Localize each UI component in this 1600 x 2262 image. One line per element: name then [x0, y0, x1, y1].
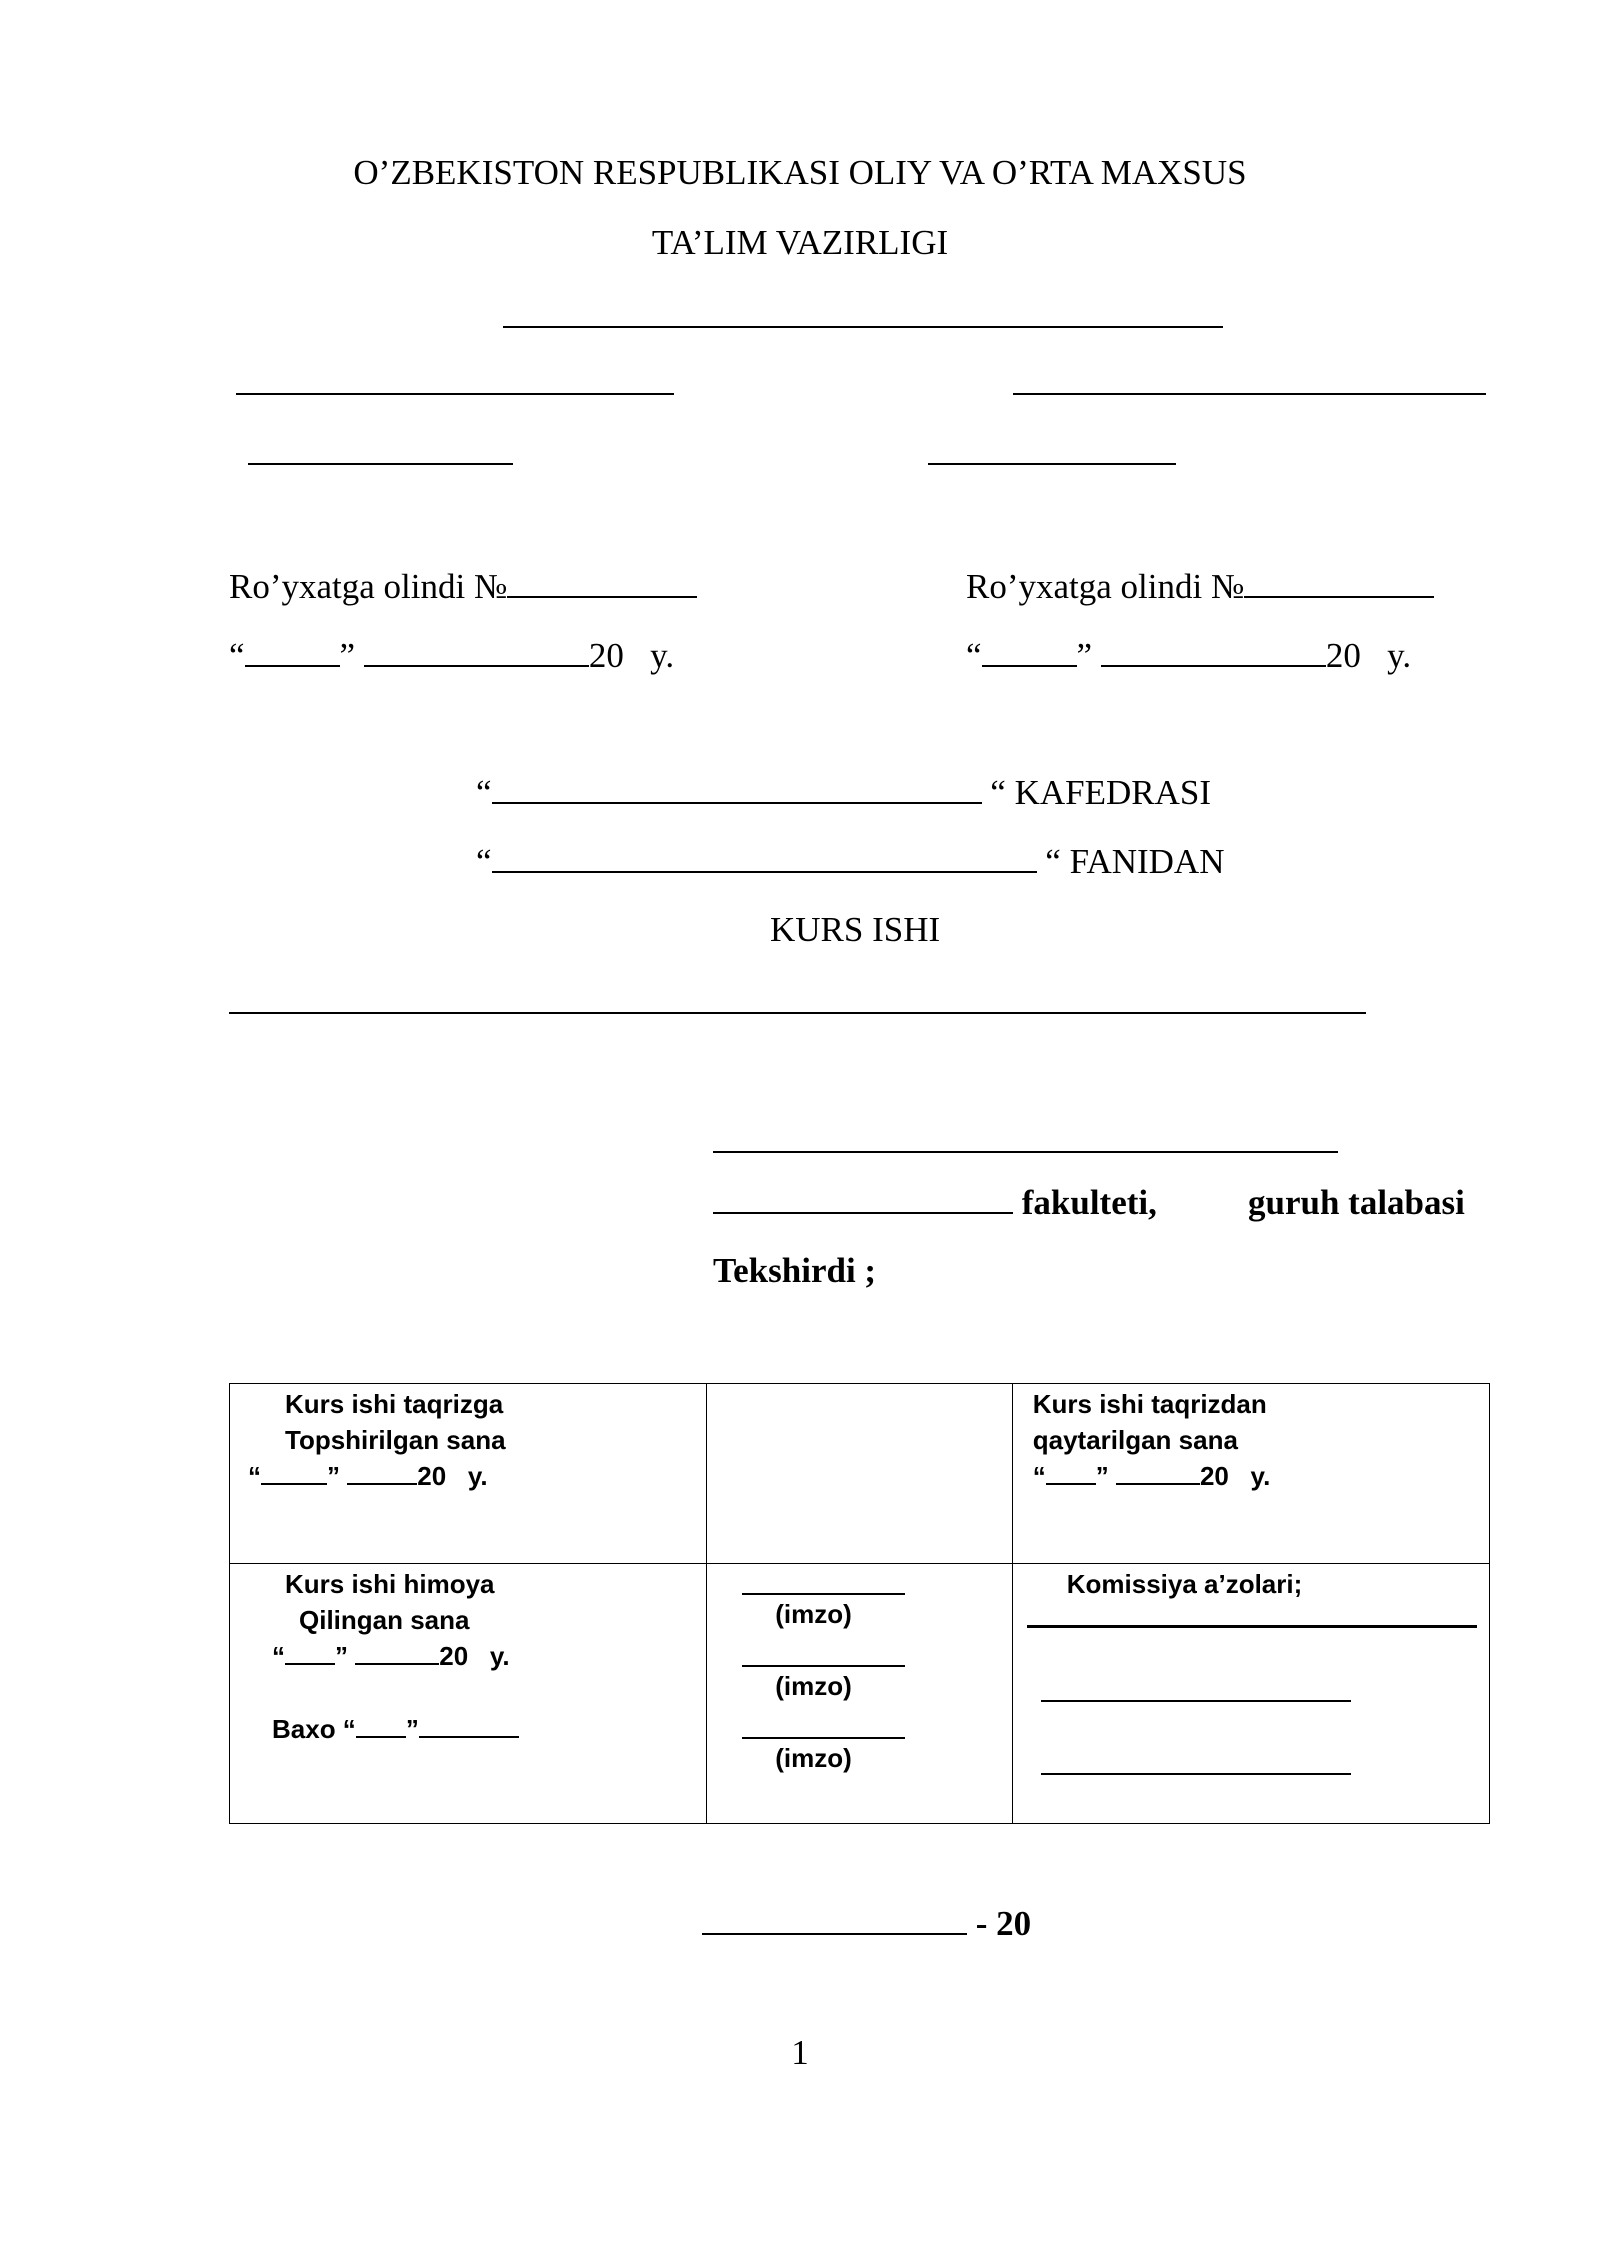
year-label: 20 y.: [1325, 636, 1412, 675]
commission-cell: [1012, 1564, 1489, 1824]
city-blank[interactable]: [702, 1903, 967, 1935]
quote-close: ”: [327, 1461, 340, 1492]
registration-right: [966, 566, 1434, 608]
kurs-ishi-title: KURS ISHI: [770, 910, 941, 949]
approval-right-sub-blank[interactable]: [928, 463, 1176, 465]
returned-line1: Kurs ishi taqrizdan: [1032, 1389, 1267, 1419]
month-blank[interactable]: [1101, 635, 1326, 667]
submitted-cell: [230, 1384, 707, 1564]
registration-left-number-blank[interactable]: [507, 566, 697, 598]
signatures-cell: [707, 1564, 1013, 1824]
quote-close: ”: [339, 636, 356, 675]
registration-right-number-blank[interactable]: [1244, 566, 1434, 598]
signature-label-2: (imzo): [775, 1671, 852, 1701]
commission-label: Komissiya a’zolari;: [1066, 1569, 1303, 1599]
fanidan-label: “ FANIDAN: [1036, 842, 1225, 881]
approval-left-blank[interactable]: [236, 393, 674, 395]
checked-label: Tekshirdi ;: [713, 1251, 877, 1290]
topic-blank[interactable]: [229, 1012, 1366, 1014]
quote-open: “: [1032, 1461, 1046, 1492]
quote-open: “: [272, 1641, 285, 1672]
group-label: guruh talabasi: [1248, 1183, 1465, 1222]
quote-close: ”: [1076, 636, 1093, 675]
fanidan-line: [476, 841, 1224, 883]
student-name-blank[interactable]: [713, 1151, 1338, 1153]
signature-label-1: (imzo): [775, 1599, 852, 1629]
grade-line: [272, 1714, 519, 1745]
page-number: 1: [791, 2033, 809, 2072]
empty-cell: [707, 1384, 1013, 1564]
subject-name-blank[interactable]: [492, 841, 1037, 873]
year-label: 20 y.: [417, 1461, 488, 1492]
signature-blank-1[interactable]: [742, 1593, 905, 1595]
commission-member-blank-2[interactable]: [1041, 1700, 1351, 1702]
kafedra-line: [476, 772, 1211, 814]
faculty-line: [713, 1182, 1157, 1224]
defended-line2: Qilingan sana: [299, 1605, 470, 1635]
defended-date: [272, 1641, 510, 1672]
review-table: [229, 1383, 1490, 1824]
quote-open: “: [229, 636, 245, 675]
day-blank[interactable]: [982, 635, 1077, 667]
registration-right-date: [966, 635, 1411, 677]
commission-member-blank-1[interactable]: [1027, 1625, 1477, 1628]
quote-open: “: [476, 773, 492, 812]
submitted-date: [248, 1461, 488, 1492]
grade-blank[interactable]: [356, 1714, 406, 1738]
grade-label: Baxo “: [272, 1714, 356, 1745]
quote-open: “: [248, 1461, 261, 1492]
faculty-name-blank[interactable]: [713, 1182, 1013, 1214]
submitted-line1: Kurs ishi taqrizga: [285, 1389, 504, 1419]
submitted-line2: Topshirilgan sana: [285, 1425, 506, 1455]
year-label: 20 y.: [588, 636, 675, 675]
quote-open: “: [476, 842, 492, 881]
quote-open: “: [966, 636, 982, 675]
commission-member-blank-3[interactable]: [1041, 1773, 1351, 1775]
month-blank[interactable]: [1116, 1461, 1200, 1485]
kafedra-label: “ KAFEDRASI: [981, 773, 1211, 812]
approval-left-sub-blank[interactable]: [248, 463, 513, 465]
day-blank[interactable]: [245, 635, 340, 667]
year-label: - 20: [967, 1904, 1032, 1943]
quote-close: ”: [335, 1641, 348, 1672]
faculty-label: fakulteti,: [1013, 1183, 1157, 1222]
day-blank[interactable]: [261, 1461, 327, 1485]
month-blank[interactable]: [347, 1461, 417, 1485]
approval-right-blank[interactable]: [1013, 393, 1486, 395]
defended-line1: Kurs ishi himoya: [285, 1569, 495, 1599]
returned-cell: [1012, 1384, 1489, 1564]
signature-blank-2[interactable]: [742, 1665, 905, 1667]
ministry-title-line2: TA’LIM VAZIRLIGI: [651, 223, 949, 262]
registration-left-label: Ro’yxatga olindi №: [229, 567, 508, 606]
month-blank[interactable]: [355, 1641, 439, 1665]
kafedra-name-blank[interactable]: [492, 772, 982, 804]
day-blank[interactable]: [1046, 1461, 1096, 1485]
registration-left-date: [229, 635, 674, 677]
city-year-line: [702, 1903, 1031, 1945]
quote-close: ”: [405, 1714, 419, 1745]
defended-cell: [230, 1564, 707, 1824]
signature-label-3: (imzo): [775, 1743, 852, 1773]
ministry-title-line1: O’ZBEKISTON RESPUBLIKASI OLIY VA O’RTA MAXSUS: [353, 153, 1247, 192]
institution-name-blank[interactable]: [503, 326, 1223, 328]
returned-date: [1033, 1461, 1271, 1492]
registration-left: [229, 566, 697, 608]
returned-line2: qaytarilgan sana: [1032, 1425, 1238, 1455]
registration-right-label: Ro’yxatga olindi №: [966, 567, 1245, 606]
quote-close: ”: [1095, 1461, 1109, 1492]
grade-word-blank[interactable]: [419, 1714, 519, 1738]
signature-blank-3[interactable]: [742, 1737, 905, 1739]
day-blank[interactable]: [285, 1641, 335, 1665]
year-label: 20 y.: [1199, 1461, 1271, 1492]
month-blank[interactable]: [364, 635, 589, 667]
year-label: 20 y.: [439, 1641, 510, 1672]
